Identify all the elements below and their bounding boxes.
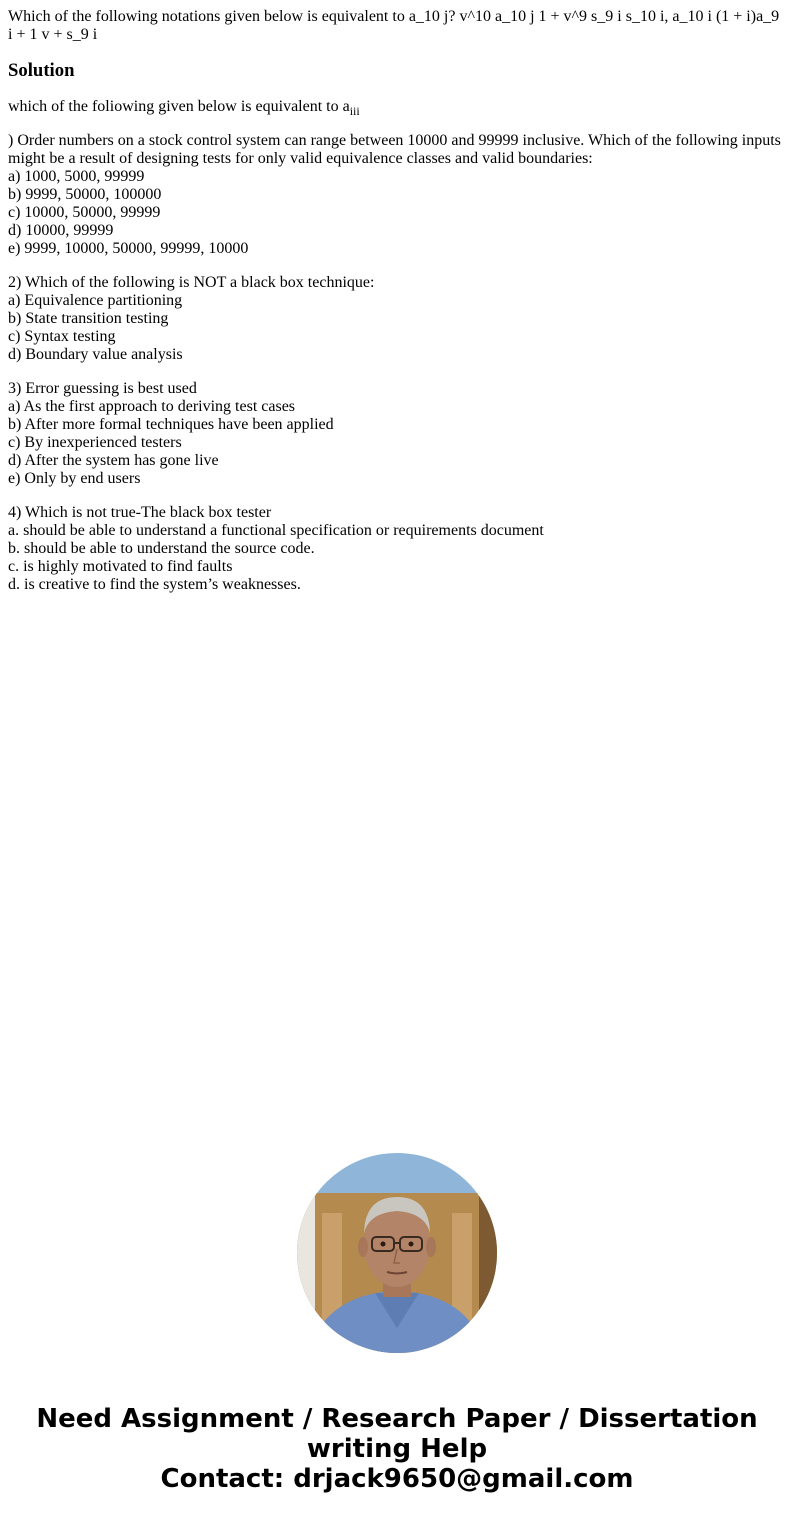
question-stem: 2) Which of the following is NOT a black box technique: <box>8 274 375 291</box>
question-text: Which of the following notations given below is equivalent to a_10 j? v^10 a_10 j 1 + v^9 s_9 i s_10 i, a_10 i (1 + i)a_9 i + 1 v + s_9 i <box>8 8 780 43</box>
answer-option: c) Syntax testing <box>8 328 116 345</box>
answer-option: a) 1000, 5000, 99999 <box>8 168 145 185</box>
answer-option: d) 10000, 99999 <box>8 222 114 239</box>
document-body <box>0 0 794 594</box>
question-block <box>8 132 786 258</box>
question-stem: 3) Error guessing is best used <box>8 380 197 397</box>
question-block <box>8 274 786 364</box>
answer-option: c) 10000, 50000, 99999 <box>8 204 161 221</box>
question-block <box>8 380 786 488</box>
answer-option: c. is highly motivated to find faults <box>8 558 233 575</box>
author-photo <box>297 1153 497 1353</box>
solution-heading: Solution <box>8 60 75 81</box>
promo-contact: Contact: drjack9650@gmail.com <box>160 1464 634 1494</box>
question-stem: 4) Which is not true-The black box tester <box>8 504 272 521</box>
question-block <box>8 504 786 594</box>
answer-option: b) After more formal techniques have been applied <box>8 416 334 433</box>
answer-option: a) As the first approach to deriving test cases <box>8 398 296 415</box>
promo-banner <box>0 1404 794 1494</box>
answer-option: c) By inexperienced testers <box>8 434 182 451</box>
solution-intro-subscript: iii <box>349 104 360 119</box>
question-blocks <box>8 132 786 594</box>
promo-line-1: Need Assignment / Research Paper / Dissertation <box>36 1404 758 1434</box>
answer-option: e) Only by end users <box>8 470 141 487</box>
solution-intro-text: which of the foliowing given below is equivalent to a <box>8 98 350 115</box>
answer-option: a. should be able to understand a functional specification or requirements document <box>8 522 544 539</box>
solution-intro <box>8 98 786 119</box>
answer-option: b. should be able to understand the source code. <box>8 540 315 557</box>
answer-option: e) 9999, 10000, 50000, 99999, 10000 <box>8 240 249 257</box>
answer-option: b) State transition testing <box>8 310 169 327</box>
answer-option: d) After the system has gone live <box>8 452 219 469</box>
answer-option: a) Equivalence partitioning <box>8 292 183 309</box>
author-avatar <box>297 1153 497 1353</box>
answer-option: b) 9999, 50000, 100000 <box>8 186 162 203</box>
promo-line-2: writing Help <box>306 1434 488 1464</box>
answer-option: d) Boundary value analysis <box>8 346 183 363</box>
question-stem: ) Order numbers on a stock control system can range between 10000 and 99999 inclusive. Which of the following inputs might be a result of designing tests for only valid equivalence classes and valid boundaries: <box>8 132 781 167</box>
answer-option: d. is creative to find the system’s weaknesses. <box>8 576 301 593</box>
